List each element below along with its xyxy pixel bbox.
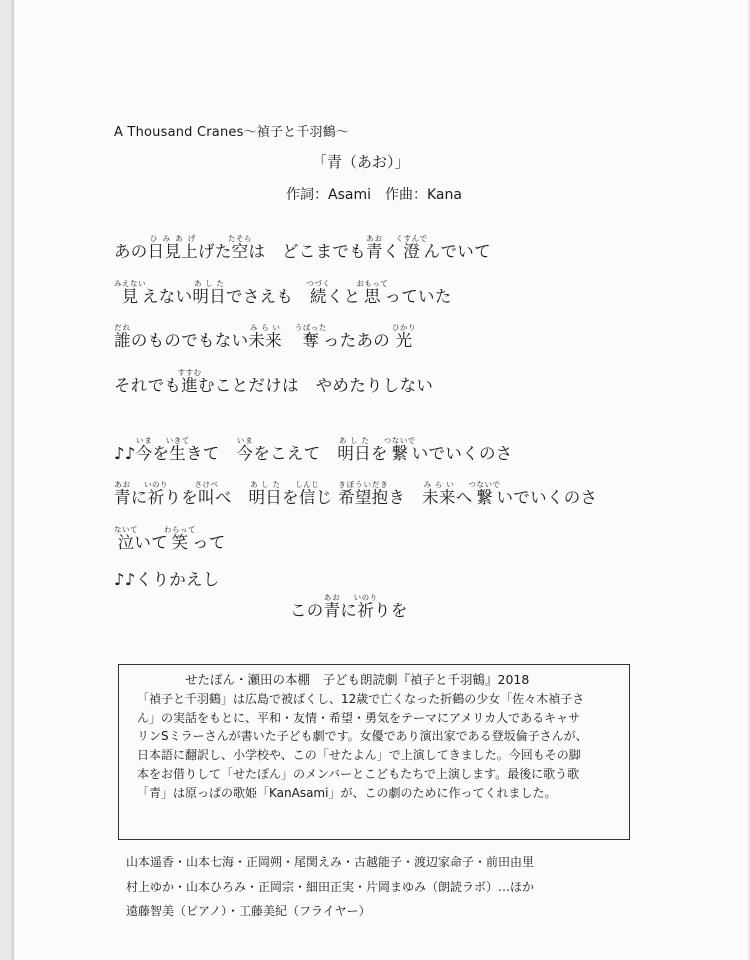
lyric-line-6: 青あおに祈いのりりを叫さけべべ 明日あしたを信しんじじ 希望抱きぼういだきき 未来みらいへ繋つないでいでいくのさ xyxy=(114,480,598,507)
notice-title: せたぽん・瀬田の本棚 子ども朗読劇『禎子と千羽鶴』2018 xyxy=(185,672,530,687)
notice-line: 日本語に翻訳し、小学校や、この「せたよん」で上演してきました。今回もその脚 xyxy=(137,748,581,763)
header-text: A Thousand Cranes〜禎子と千羽鶴〜 xyxy=(114,125,350,140)
notice-line: リンSミラーさんが書いた子ども劇です。女優であり演出家である登坂倫子さんが、 xyxy=(137,729,588,744)
cast-line-2: 村上ゆか・山本ひろみ・正岡宗・細田正実・片岡まゆみ（朗読ラボ）…ほか xyxy=(126,880,535,894)
notice-body xyxy=(137,690,613,803)
cast-line-3: 遠藤智美（ピアノ）・工藤美紀（フライヤー） xyxy=(126,904,371,918)
lyric-line-5: ♪♪今いまを生いきてきて 今いまをこえて 明日あしたを繋つないでいでいくのさ xyxy=(114,436,513,463)
notice-line: 「禎子と千羽鶴」は広島で被ばくし、12歳で亡くなった折鶴の少女「佐々木禎子さ xyxy=(137,691,585,706)
notice-line: ん」の実話をもとに、平和・友情・希望・勇気をテーマにアメリカ人であるキャサ xyxy=(137,710,581,725)
song-title: 「青（あお）」 xyxy=(312,153,410,171)
lyric-line-1: あの日見上ひみあげげた空たそらは どこまでも青あおく澄くすんでんでいて xyxy=(114,234,491,261)
document-page xyxy=(14,0,748,960)
lyric-line-2: 見みえないえない明日あしたでさえも 続つづくくと思おもってっていた xyxy=(114,279,452,306)
lyric-line-9: この青あおに祈いのりりを xyxy=(290,593,408,620)
lyric-line-8: ♪♪くりかえし xyxy=(114,570,220,589)
credits: 作詞：Asami 作曲：Kana xyxy=(286,187,462,203)
lyric-line-4: それでも進すすむむことだけは やめたりしない xyxy=(114,368,434,395)
notice-line: 本をお借りして「せたぽん」のメンバーとこどもたちで上演します。最後に歌う歌 xyxy=(137,766,580,781)
notice-box xyxy=(118,664,630,840)
notice-line: 「青」は原っぱの歌姫「KanAsami」が、この劇のために作ってくれました。 xyxy=(137,785,557,800)
lyric-line-7: 泣ないていて笑わらってって xyxy=(114,525,226,552)
lyric-line-3: 誰だれのものでもない未来みらい 奪うばったったあの 光ひかり xyxy=(114,323,416,350)
cast-line-1: 山本遥香・山本七海・正岡朔・尾関えみ・古越能子・渡辺家命子・前田由里 xyxy=(126,855,535,869)
